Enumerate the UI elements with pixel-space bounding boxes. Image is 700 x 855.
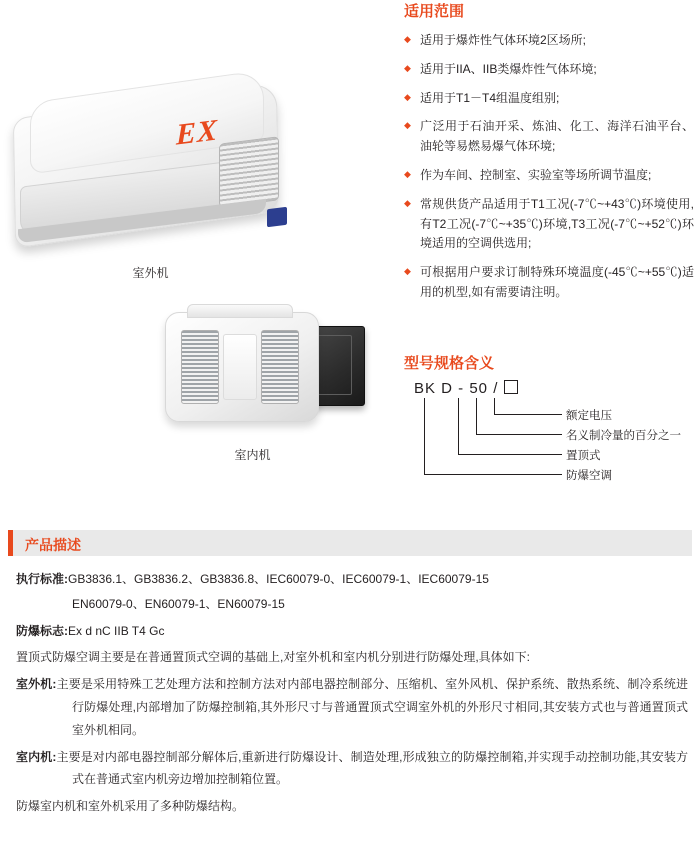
model-label-voltage: 额定电压 [566,410,612,422]
leader-line-rooftop-h [458,454,562,455]
diamond-bullet-icon: ◆ [404,266,411,277]
scope-section [404,0,694,312]
scope-heading: 适用范围 [404,3,465,20]
model-label-capacity: 名义制冷量的百分之一 [566,430,681,442]
list-item [404,60,694,80]
model-code-text: BK D - 50 / [414,380,499,397]
leader-line-explosionproof-h [424,474,562,475]
description-row-intro [16,646,688,669]
diamond-bullet-icon: ◆ [404,62,411,73]
list-item-text: 可根据用户要求订制特殊环境温度(-45℃~+55℃)适用的机型,如有需要请注明。 [420,265,694,299]
list-item [404,31,694,51]
leader-line-voltage-h [494,414,562,415]
leader-line-explosionproof-v [424,398,425,474]
leader-line-capacity-v [476,398,477,434]
scope-list [404,31,694,303]
ex-badge-label: EX [176,113,219,152]
description-row-ex-mark [16,620,688,643]
description-text-ex-mark: Ex d nC IIB T4 Gc [68,623,165,638]
outdoor-unit-illustration [8,80,293,260]
description-label-indoor: 室内机: [16,749,57,764]
model-designation-section [404,352,696,512]
model-code-voltage-box-icon [504,380,518,394]
description-row-footer [16,795,688,818]
description-label-ex-mark: 防爆标志: [16,623,68,638]
indoor-unit-center-panel [223,334,257,400]
description-text-indoor: 主要是对内部电器控制部分解体后,重新进行防爆设计、制造处理,形成独立的防爆控制箱,并实现手动控制功能,其安装方式在普通式室内机旁边增加控制箱位置。 [56,749,688,787]
description-text-outdoor: 主要是采用特殊工艺处理方法和控制方法对内部电器控制部分、压缩机、室外风机、保护系统、散热系统、制冷系统进行防爆处理,内部增加了防爆控制箱,其外形尺寸与普通置顶式空调室外机的外形尺寸相同,其安装方式也与普通置顶式室外机相同。 [56,677,688,737]
model-label-rooftop: 置顶式 [566,450,601,462]
diamond-bullet-icon: ◆ [404,168,411,179]
list-item [404,117,694,157]
product-image-column [0,0,400,520]
outdoor-unit-vent-grille-icon [219,136,279,207]
description-label-outdoor: 室外机: [16,677,57,692]
outdoor-unit-control-panel [267,207,287,227]
product-description-body [16,568,688,820]
product-description-heading: 产品描述 [25,537,81,553]
list-item-text: 常规供货产品适用于T1工况(-7℃~+43℃)环境使用,有T2工况(-7℃~+35℃)环境,T3工况(-7℃~+52℃)环境适用的空调供选用; [420,196,694,251]
list-item [404,89,694,109]
list-item-text: 适用于爆炸性气体环境2区场所; [420,33,587,47]
indoor-unit-top-strip [187,304,293,318]
model-code [414,380,518,397]
diamond-bullet-icon: ◆ [404,120,411,131]
indoor-unit-right-grille-icon [261,330,299,404]
product-description-header [8,530,692,556]
diamond-bullet-icon: ◆ [404,91,411,102]
leader-line-rooftop-v [458,398,459,454]
model-label-explosion-proof: 防爆空调 [566,470,612,482]
description-row-standards [16,568,688,591]
indoor-unit-illustration [165,300,385,440]
description-text-footer: 防爆室内机和室外机采用了多种防爆结构。 [16,799,245,814]
list-item-text: 适用于IIA、IIB类爆炸性气体环境; [420,61,597,76]
description-text-intro: 置顶式防爆空调主要是在普通置顶式空调的基础上,对室外机和室内机分别进行防爆处理,具体如下: [16,650,531,665]
description-text-standards-cont: EN60079-0、EN60079-1、EN60079-15 [72,596,285,611]
description-row-indoor [16,746,688,792]
description-row-outdoor [16,673,688,741]
model-heading: 型号规格含义 [404,355,495,372]
list-item [404,263,694,303]
list-item [404,166,694,186]
outdoor-unit-caption: 室外机 [132,266,169,280]
diamond-bullet-icon: ◆ [404,34,411,44]
list-item-text: 作为车间、控制室、实验室等场所调节温度; [420,167,652,182]
description-text-standards: GB3836.1、GB3836.2、GB3836.8、IEC60079-0、IEC60079-1、IEC60079-15 [68,572,489,586]
description-row-standards-cont [16,593,688,616]
indoor-unit-left-grille-icon [181,330,219,404]
diamond-bullet-icon: ◆ [404,197,411,208]
list-item-text: 适用于T1－T4组温度组别; [420,90,560,105]
description-label-standards: 执行标准: [16,572,68,586]
list-item [404,195,694,254]
leader-line-capacity-h [476,434,562,435]
indoor-unit-caption: 室内机 [234,448,271,462]
leader-line-voltage-v [494,398,495,414]
list-item-text: 广泛用于石油开采、炼油、化工、海洋石油平台、油轮等易燃易爆气体环境; [420,119,694,154]
